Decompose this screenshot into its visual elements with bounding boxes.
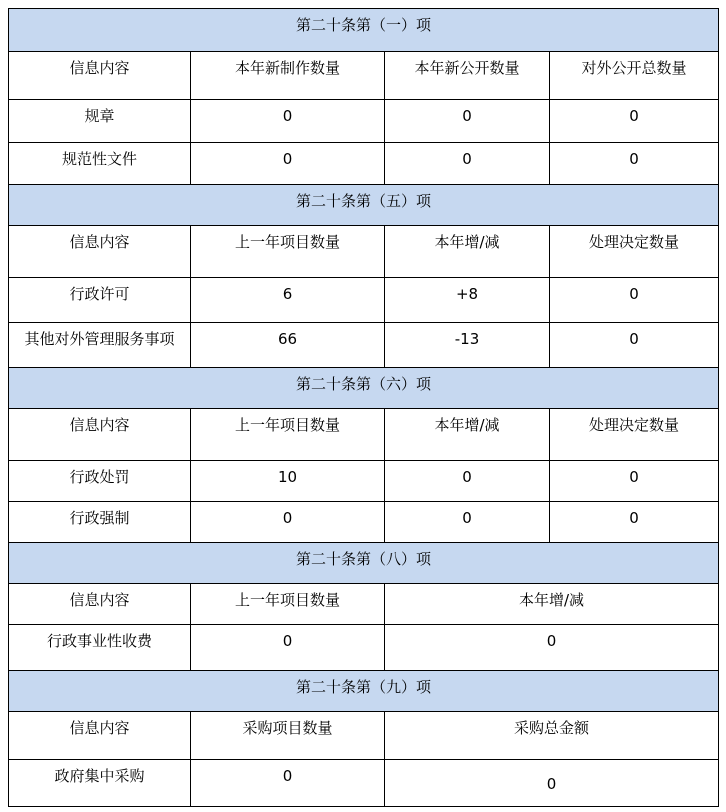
row-value: 0 [550, 502, 719, 543]
row-value: 0 [550, 323, 719, 368]
header-cell: 上一年项目数量 [191, 226, 385, 278]
row-value: 0 [550, 143, 719, 185]
section-header-row [9, 9, 719, 52]
row-value: +8 [385, 278, 550, 323]
row-value: 0 [191, 760, 385, 807]
row-label: 行政处罚 [9, 461, 191, 502]
section-title: 第二十条第（八）项 [9, 543, 719, 584]
header-cell: 信息内容 [9, 409, 191, 461]
row-label: 行政许可 [9, 278, 191, 323]
row-value: 0 [385, 760, 719, 807]
row-label: 政府集中采购 [9, 760, 191, 807]
row-value: 6 [191, 278, 385, 323]
row-value: 0 [550, 278, 719, 323]
table-row [9, 278, 719, 323]
row-value: -13 [385, 323, 550, 368]
row-label: 行政强制 [9, 502, 191, 543]
header-cell: 信息内容 [9, 226, 191, 278]
column-header-row [9, 409, 719, 461]
table-row [9, 143, 719, 185]
header-cell: 处理决定数量 [550, 409, 719, 461]
header-cell: 信息内容 [9, 584, 191, 625]
table-row [9, 323, 719, 368]
table-row [9, 502, 719, 543]
column-header-row [9, 712, 719, 760]
section-title: 第二十条第（六）项 [9, 368, 719, 409]
section-header-row [9, 368, 719, 409]
row-value: 0 [385, 100, 550, 143]
section-title: 第二十条第（九）项 [9, 671, 719, 712]
row-label: 规章 [9, 100, 191, 143]
header-cell: 采购项目数量 [191, 712, 385, 760]
row-label: 行政事业性收费 [9, 625, 191, 671]
row-label: 其他对外管理服务事项 [9, 323, 191, 368]
header-cell: 处理决定数量 [550, 226, 719, 278]
header-cell: 信息内容 [9, 52, 191, 100]
section-header-row [9, 185, 719, 226]
row-value: 0 [191, 625, 385, 671]
row-value: 0 [385, 502, 550, 543]
header-cell: 本年增/减 [385, 226, 550, 278]
row-value: 0 [550, 100, 719, 143]
row-value: 66 [191, 323, 385, 368]
header-cell: 上一年项目数量 [191, 584, 385, 625]
section-title: 第二十条第（五）项 [9, 185, 719, 226]
header-cell: 信息内容 [9, 712, 191, 760]
header-cell: 本年新公开数量 [385, 52, 550, 100]
table-row [9, 100, 719, 143]
section-header-row [9, 671, 719, 712]
row-label: 规范性文件 [9, 143, 191, 185]
row-value: 10 [191, 461, 385, 502]
table-row [9, 461, 719, 502]
header-cell: 本年新制作数量 [191, 52, 385, 100]
row-value: 0 [191, 100, 385, 143]
header-cell: 采购总金额 [385, 712, 719, 760]
row-value: 0 [385, 461, 550, 502]
row-value: 0 [385, 143, 550, 185]
row-value: 0 [191, 143, 385, 185]
disclosure-table [8, 8, 719, 807]
column-header-row [9, 226, 719, 278]
table-row [9, 625, 719, 671]
table-row [9, 760, 719, 807]
header-cell: 上一年项目数量 [191, 409, 385, 461]
header-cell: 本年增/减 [385, 584, 719, 625]
row-value: 0 [191, 502, 385, 543]
column-header-row [9, 584, 719, 625]
row-value: 0 [550, 461, 719, 502]
header-cell: 本年增/减 [385, 409, 550, 461]
section-title: 第二十条第（一）项 [9, 9, 719, 52]
header-cell: 对外公开总数量 [550, 52, 719, 100]
column-header-row [9, 52, 719, 100]
row-value: 0 [385, 625, 719, 671]
section-header-row [9, 543, 719, 584]
